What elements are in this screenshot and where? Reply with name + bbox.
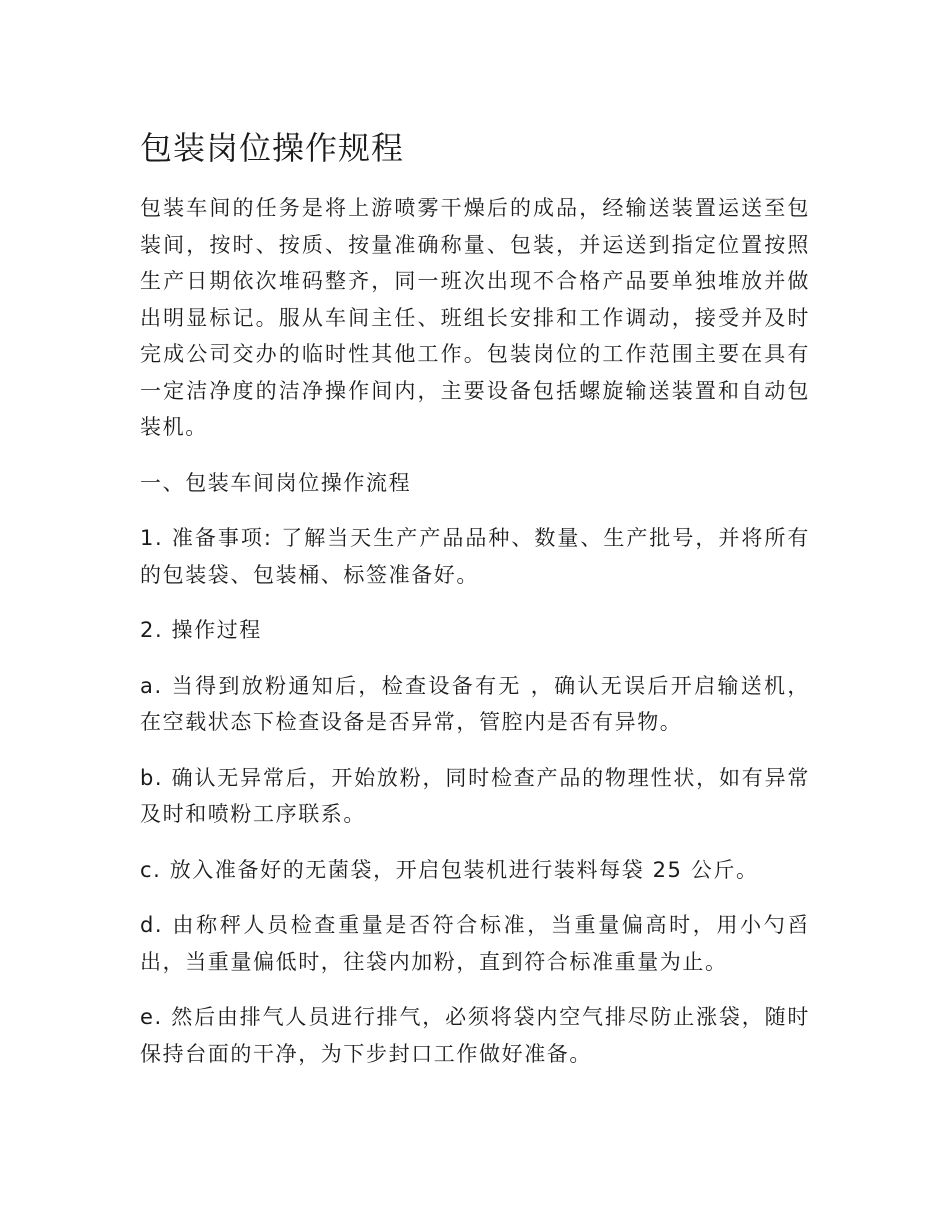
step-2e: e. 然后由排气人员进行排气，必须将袋内空气排尽防止涨袋，随时保持台面的干净，为下步封口工作做好准备。 [140, 1005, 810, 1066]
intro-paragraph: 包装车间的任务是将上游喷雾干燥后的成品，经输送装置运送至包装间，按时、按质、按量准确称量、包装，并运送到指定位置按照生产日期依次堆码整齐，同一班次出现不合格产品要单独堆放并做出明显标记。服从车间主任、班组长安排和工作调动，接受并及时完成公司交办的临时性其他工作。包装岗位的工作范围主要在具有一定洁净度的洁净操作间内，主要设备包括螺旋输送装置和自动包装机。 [140, 196, 810, 439]
step-2a: a. 当得到放粉通知后，检查设备有无 ，确认无误后开启输送机，在空载状态下检查设备是否异常，管腔内是否有异物。 [140, 673, 810, 734]
step-2-heading: 2. 操作过程 [140, 618, 262, 642]
step-2b: b. 确认无异常后，开始放粉，同时检查产品的物理性状，如有异常及时和喷粉工序联系。 [140, 765, 810, 826]
document-title: 包装岗位操作规程 [140, 129, 405, 167]
step-2c: c. 放入准备好的无菌袋，开启包装机进行装料每袋 25 公斤。 [140, 857, 759, 882]
section-heading: 一、包装车间岗位操作流程 [140, 470, 412, 495]
step-1-preparation: 1. 准备事项: 了解当天生产产品品种、数量、生产批号，并将所有的包装袋、包装桶、标签准备好。 [140, 526, 810, 587]
step-2d: d. 由称秤人员检查重量是否符合标准，当重量偏高时，用小勺舀出，当重量偏低时，往袋内加粉，直到符合标准重量为止。 [140, 913, 810, 974]
document-page [140, 118, 810, 1091]
